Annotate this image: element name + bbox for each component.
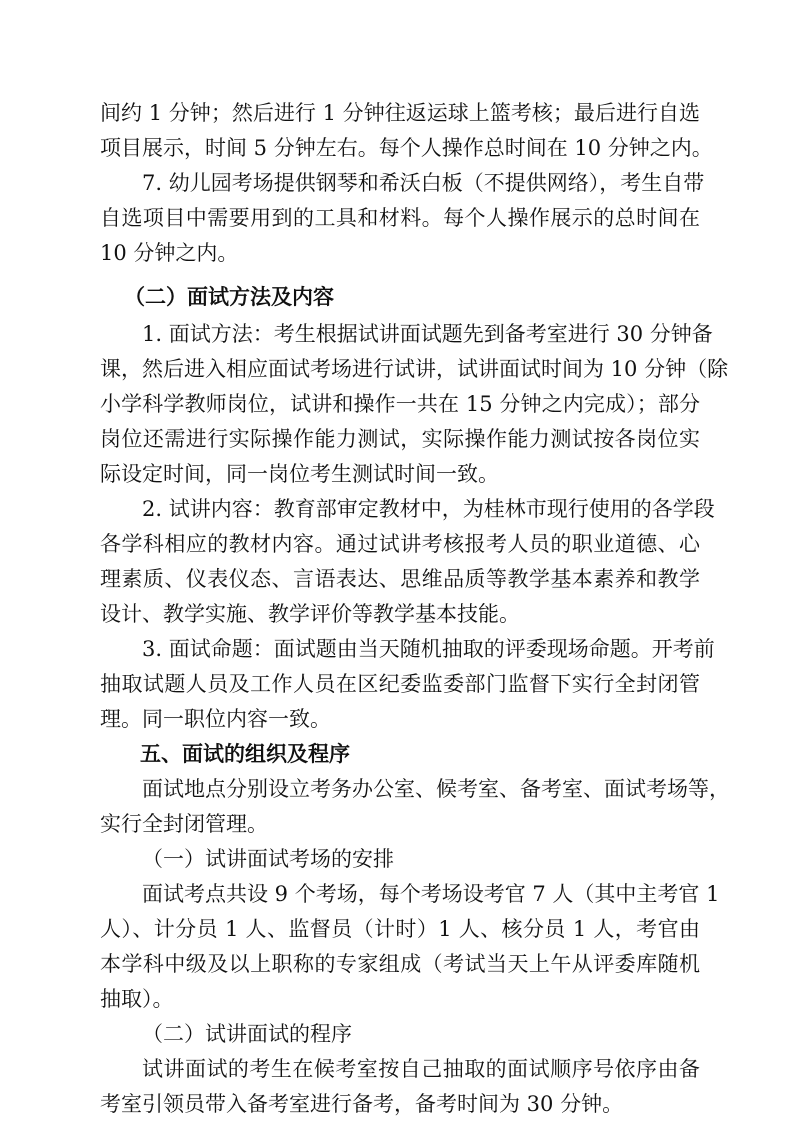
text-line: 面试考点共设 9 个考场，每个考场设考官 7 人（其中主考官 1: [142, 882, 720, 906]
section-heading: （二）面试方法及内容: [124, 285, 334, 309]
text-line: 课，然后进入相应面试考场进行试讲，试讲面试时间为 10 分钟（除: [100, 357, 729, 381]
text-line: 面试地点分别设立考务办公室、候考室、备考室、面试考场等，: [142, 777, 730, 801]
subsection-heading: （一）试讲面试考场的安排: [142, 847, 394, 871]
text-line: 1. 面试方法：考生根据试讲面试题先到备考室进行 30 分钟备: [142, 322, 713, 346]
text-line: 小学科学教师岗位，试讲和操作一共在 15 分钟之内完成）；部分: [100, 392, 700, 416]
text-line: 自选项目中需要用到的工具和材料。每个人操作展示的总时间在: [100, 206, 700, 230]
text-line: 抽取试题人员及工作人员在区纪委监委部门监督下实行全封闭管: [100, 672, 700, 696]
text-line: 设计、教学实施、教学评价等教学基本技能。: [100, 602, 520, 626]
text-line: 理素质、仪表仪态、言语表达、思维品质等教学基本素养和教学: [100, 567, 700, 591]
section-heading: 五、面试的组织及程序: [140, 742, 350, 766]
text-line: 抽取）。: [100, 987, 174, 1011]
text-line: 10 分钟之内。: [100, 241, 239, 265]
text-line: 3. 面试命题：面试题由当天随机抽取的评委现场命题。开考前: [142, 637, 715, 661]
text-line: 试讲面试的考生在候考室按自己抽取的面试顺序号依序由备: [142, 1057, 700, 1081]
text-line: 7. 幼儿园考场提供钢琴和希沃白板（不提供网络），考生自带: [142, 171, 705, 195]
text-line: 各学科相应的教材内容。通过试讲考核报考人员的职业道德、心: [100, 532, 700, 556]
text-line: 人）、计分员 1 人、监督员（计时）1 人、核分员 1 人，考官由: [100, 917, 700, 941]
text-line: 理。同一职位内容一致。: [100, 707, 331, 731]
text-line: 本学科中级及以上职称的专家组成（考试当天上午从评委库随机: [100, 952, 700, 976]
text-line: 际设定时间，同一岗位考生测试时间一致。: [100, 462, 499, 486]
text-line: 间约 1 分钟；然后进行 1 分钟往返运球上篮考核；最后进行自选: [100, 101, 700, 125]
text-line: 项目展示，时间 5 分钟左右。每个人操作总时间在 10 分钟之内。: [100, 136, 713, 160]
text-line: 岗位还需进行实际操作能力测试，实际操作能力测试按各岗位实: [100, 427, 700, 451]
text-line: 考室引领员带入备考室进行备考，备考时间为 30 分钟。: [100, 1092, 624, 1116]
text-line: 实行全封闭管理。: [100, 812, 268, 836]
text-line: 2. 试讲内容：教育部审定教材中，为桂林市现行使用的各学段: [142, 497, 715, 521]
subsection-heading: （二）试讲面试的程序: [142, 1022, 352, 1046]
